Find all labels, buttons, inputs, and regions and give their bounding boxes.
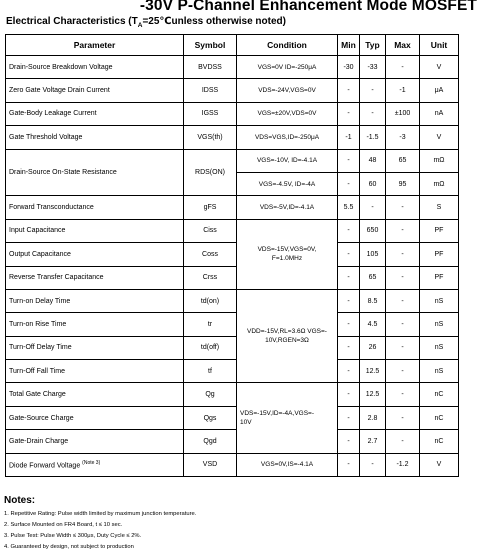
typ-cell: 105	[360, 243, 386, 266]
typ-cell: -	[360, 196, 386, 219]
condition-cell: VDS=-15V,VGS=0V, F=1.0MHz	[237, 219, 338, 289]
unit-cell: nA	[420, 102, 459, 125]
unit-cell: V	[420, 453, 459, 476]
min-cell: -	[338, 313, 360, 336]
symbol-cell: Crss	[184, 266, 237, 289]
max-cell: -	[386, 196, 420, 219]
table-row	[6, 196, 459, 219]
min-cell: -1	[338, 126, 360, 149]
min-cell: -	[338, 266, 360, 289]
max-cell: -	[386, 266, 420, 289]
typ-cell: -1.5	[360, 126, 386, 149]
max-cell: 95	[386, 172, 420, 195]
unit-cell: nS	[420, 313, 459, 336]
typ-cell: 60	[360, 172, 386, 195]
page-title: -30V P-Channel Enhancement Mode MOSFET	[139, 0, 477, 14]
unit-cell: nC	[420, 383, 459, 406]
table-row	[6, 406, 459, 429]
condition-cell: VGS=-4.5V, ID=-4A	[237, 172, 338, 195]
max-cell: -1	[386, 79, 420, 102]
unit-cell: PF	[420, 243, 459, 266]
symbol-cell: BVDSS	[184, 56, 237, 79]
max-cell: -	[386, 313, 420, 336]
symbol-cell: Qg	[184, 383, 237, 406]
max-cell: -	[386, 219, 420, 242]
param-cell: Forward Transconductance	[6, 196, 184, 219]
note-item: 1. Repetitive Rating: Pulse width limited by maximum junction temperature.	[4, 511, 197, 517]
max-cell: -	[386, 243, 420, 266]
max-cell: -	[386, 336, 420, 359]
electrical-characteristics-table	[5, 34, 459, 477]
min-cell: -	[338, 360, 360, 383]
typ-cell: 65	[360, 266, 386, 289]
symbol-cell: tr	[184, 313, 237, 336]
min-cell: 5.5	[338, 196, 360, 219]
param-cell: Gate-Body Leakage Current	[6, 102, 184, 125]
symbol-cell: Coss	[184, 243, 237, 266]
unit-cell: V	[420, 126, 459, 149]
condition-cell: VGS=-10V, ID=-4.1A	[237, 149, 338, 172]
max-cell: -1.2	[386, 453, 420, 476]
param-cell: Diode Forward Voltage $^{(Note 3)}$	[6, 453, 184, 476]
unit-cell: V	[420, 56, 459, 79]
condition-cell: VDD=-15V,RL=3.6Ω VGS=- 10V,RGEN=3Ω	[237, 289, 338, 383]
max-cell: -	[386, 430, 420, 453]
symbol-cell: Qgd	[184, 430, 237, 453]
table-row	[6, 289, 459, 312]
max-cell: ±100	[386, 102, 420, 125]
unit-cell: nC	[420, 430, 459, 453]
table-row	[6, 453, 459, 476]
note-item: 4. Guaranteed by design, not subject to production	[4, 544, 134, 550]
symbol-cell: VSD	[184, 453, 237, 476]
param-cell: Turn-Off Fall Time	[6, 360, 184, 383]
col-header: Typ	[360, 35, 386, 56]
unit-cell: mΩ	[420, 149, 459, 172]
condition-cell: VGS=0V ID=-250μA	[237, 56, 338, 79]
typ-cell: 12.5	[360, 360, 386, 383]
col-header: Condition	[237, 35, 338, 56]
table-header-row	[6, 35, 459, 56]
condition-cell: VDS=VGS,ID=-250μA	[237, 126, 338, 149]
max-cell: 65	[386, 149, 420, 172]
param-cell: Gate-Source Charge	[6, 406, 184, 429]
typ-cell: 12.5	[360, 383, 386, 406]
symbol-cell: VGS(th)	[184, 126, 237, 149]
typ-cell: -	[360, 453, 386, 476]
max-cell: -	[386, 360, 420, 383]
param-cell: Gate-Drain Charge	[6, 430, 184, 453]
col-header: Unit	[420, 35, 459, 56]
unit-cell: nS	[420, 360, 459, 383]
symbol-cell: Ciss	[184, 219, 237, 242]
param-cell: Turn-Off Delay Time	[6, 336, 184, 359]
symbol-cell: tf	[184, 360, 237, 383]
param-cell: Output Capacitance	[6, 243, 184, 266]
min-cell: -	[338, 336, 360, 359]
condition-cell: VGS=±20V,VDS=0V	[237, 102, 338, 125]
typ-cell: -	[360, 79, 386, 102]
typ-cell: 8.5	[360, 289, 386, 312]
typ-cell: 4.5	[360, 313, 386, 336]
min-cell: -	[338, 430, 360, 453]
unit-cell: S	[420, 196, 459, 219]
typ-cell: 26	[360, 336, 386, 359]
param-cell: Drain-Source On-State Resistance	[6, 149, 184, 196]
table-row	[6, 149, 459, 172]
min-cell: -	[338, 243, 360, 266]
condition-cell: VDS=-24V,VGS=0V	[237, 79, 338, 102]
table-row	[6, 360, 459, 383]
table-row	[6, 266, 459, 289]
unit-cell: nS	[420, 336, 459, 359]
min-cell: -	[338, 149, 360, 172]
table-row	[6, 313, 459, 336]
unit-cell: PF	[420, 266, 459, 289]
condition-cell: VGS=0V,IS=-4.1A	[237, 453, 338, 476]
typ-cell: 650	[360, 219, 386, 242]
typ-cell: 2.7	[360, 430, 386, 453]
col-header: Symbol	[184, 35, 237, 56]
unit-cell: nS	[420, 289, 459, 312]
table-row	[6, 102, 459, 125]
unit-cell: mΩ	[420, 172, 459, 195]
symbol-cell: RDS(ON)	[184, 149, 237, 196]
col-header: Parameter	[6, 35, 184, 56]
max-cell: -	[386, 56, 420, 79]
unit-cell: PF	[420, 219, 459, 242]
min-cell: -	[338, 406, 360, 429]
section-heading: Electrical Characteristics ($T_A=25℃unless$ otherwise noted)	[6, 16, 286, 29]
max-cell: -	[386, 383, 420, 406]
condition-cell: VDS=-5V,ID=-4.1A	[237, 196, 338, 219]
table-row	[6, 79, 459, 102]
note-item: 3. Pulse Test: Pulse Width ≤ 300μs, Duty Cycle ≤ 2%.	[4, 533, 142, 539]
note-item: 2. Surface Mounted on FR4 Board, t ≤ 10 sec.	[4, 522, 123, 528]
symbol-cell: td(off)	[184, 336, 237, 359]
unit-cell: μA	[420, 79, 459, 102]
max-cell: -3	[386, 126, 420, 149]
min-cell: -	[338, 453, 360, 476]
symbol-cell: Qgs	[184, 406, 237, 429]
param-cell: Input Capacitance	[6, 219, 184, 242]
typ-cell: 2.8	[360, 406, 386, 429]
table-row	[6, 219, 459, 242]
table-row	[6, 383, 459, 406]
symbol-cell: IGSS	[184, 102, 237, 125]
col-header: Min	[338, 35, 360, 56]
typ-cell: -	[360, 102, 386, 125]
table-row	[6, 336, 459, 359]
min-cell: -	[338, 172, 360, 195]
condition-cell: VDS=-15V,ID=-4A,VGS=- 10V	[237, 383, 338, 453]
param-cell: Zero Gate Voltage Drain Current	[6, 79, 184, 102]
typ-cell: 48	[360, 149, 386, 172]
symbol-cell: IDSS	[184, 79, 237, 102]
param-cell: Drain-Source Breakdown Voltage	[6, 56, 184, 79]
max-cell: -	[386, 406, 420, 429]
param-cell: Turn-on Rise Time	[6, 313, 184, 336]
min-cell: -	[338, 102, 360, 125]
param-cell: Total Gate Charge	[6, 383, 184, 406]
notes-heading: Notes:	[4, 495, 36, 506]
min-cell: -	[338, 79, 360, 102]
min-cell: -	[338, 383, 360, 406]
symbol-cell: td(on)	[184, 289, 237, 312]
col-header: Max	[386, 35, 420, 56]
param-cell: Turn-on Delay Time	[6, 289, 184, 312]
notes-list	[4, 509, 196, 553]
table-row	[6, 430, 459, 453]
unit-cell: nC	[420, 406, 459, 429]
min-cell: -30	[338, 56, 360, 79]
symbol-cell: gFS	[184, 196, 237, 219]
param-cell: Gate Threshold Voltage	[6, 126, 184, 149]
typ-cell: -33	[360, 56, 386, 79]
table-row	[6, 56, 459, 79]
max-cell: -	[386, 289, 420, 312]
table-row	[6, 126, 459, 149]
min-cell: -	[338, 289, 360, 312]
table-row	[6, 243, 459, 266]
param-cell: Reverse Transfer Capacitance	[6, 266, 184, 289]
min-cell: -	[338, 219, 360, 242]
